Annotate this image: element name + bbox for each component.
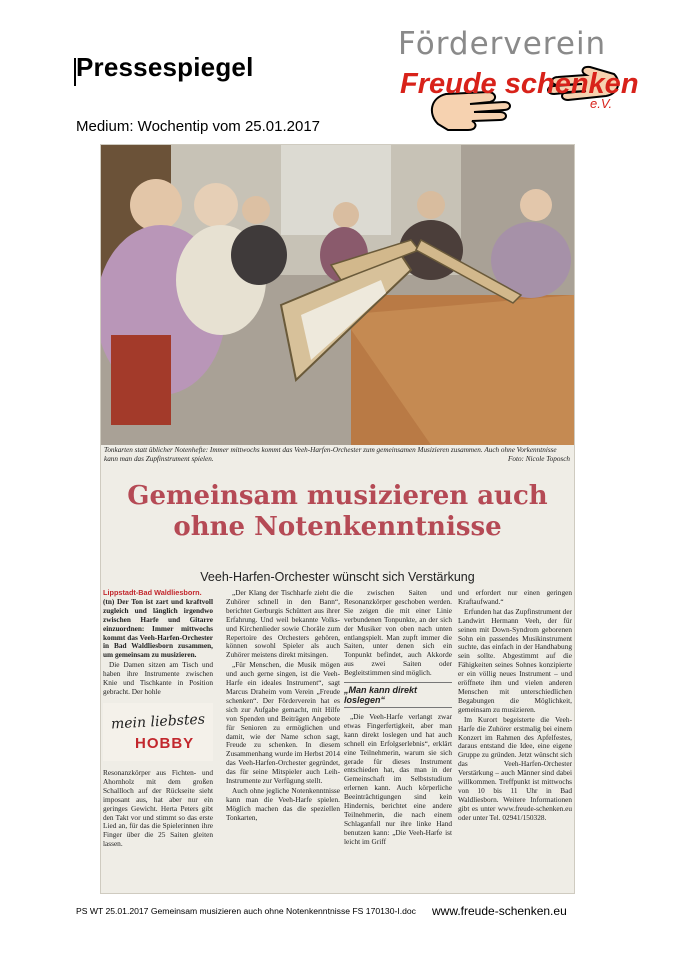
- paragraph: Resonanzkörper aus Fichten- und Ahornholz mit dem großen Schallloch auf der Rückseite sieht imposant aus, hat aber nur ein geringes Gewicht. Herta Peters gibt den Takt vor und stimmt so das erste Lied an, für das die Spielerinnen ihre Finger über die 25 Saiten gleiten lassen.: [103, 768, 213, 849]
- paragraph: und erfordert nur einen geringen Kraftaufwand.“: [458, 588, 572, 606]
- dateline: Lippstadt-Bad Waldliesborn.: [103, 588, 202, 597]
- logo-foerderverein: Förderverein: [398, 26, 607, 62]
- article-column-3-continued: [344, 713, 452, 848]
- paragraph: Die Damen sitzen am Tisch und haben ihre Instrumente zwischen Knie und Tischkante in Position gebracht. Der hohle: [103, 660, 213, 696]
- article-column-1: [103, 589, 213, 698]
- headline: [101, 481, 574, 543]
- hobby-badge-word: HOBBY: [135, 735, 195, 752]
- paragraph: Im Kurort begeisterte die Veeh-Harfe die Zuhörer erstmalig bei einem Konzert im Rahmen des Apfelfestes, daraus entstand die Idee, eine eigene Gruppe zu gründen. Jetzt wünscht sich das Veeh-Harfen-Orchester Verstärkung – auch Männer sind dabei willkommen. Treffpunkt ist mittwochs von 10 bis 11 Uhr in Bad Waldliesborn. Weitere Informationen gibt es unter www.freude-schenken.eu oder unter Tel. 02941/150328.: [458, 714, 572, 822]
- article-column-2: [226, 589, 340, 824]
- article-column-1-continued: [103, 769, 213, 850]
- footer-url: www.freude-schenken.eu: [432, 904, 567, 918]
- article-column-4: [458, 589, 572, 824]
- paragraph: „Die Veeh-Harfe verlangt zwar etwas Fingerfertigkeit, aber man kann direkt loslegen und hat auch schnell ein Erfolgserlebnis“, erklärt eine Teilnehmerin, warum sie sich gerade für dieses Instrument entschieden hat, das man in der Gemeinschaft im Selbststudium erlernen kann. Auch körperliche Beeinträchtigungen sind kein Hindernis, berichtet eine andere Teilnehmerin, die nach einem Schlaganfall nur ihre linke Hand benutzen kann: „Die Veeh-Harfe ist leicht im Griff: [344, 712, 452, 846]
- paragraph: „Der Klang der Tischharfe zieht die Zuhörer schnell in den Bann“, berichtet Gerburgis Schüttert aus ihrer Erfahrung. Und weil bekannte Volks- und Kirchenlieder sowie Choräle zum Repertoire des Orchesters gehören, können sowohl Spieler als auch Zuhörer meistens direkt mitsingen.: [226, 588, 340, 660]
- headline-line-1: Gemeinsam musizieren auch: [127, 481, 548, 511]
- logo-freude-schenken: Freude schenken: [400, 68, 639, 100]
- newspaper-clipping: [100, 144, 575, 894]
- paragraph: die zwischen Saiten und Resonanzkörper geschoben werden. Sie zeigen die mit einer Linie verbundenen Tonpunkte, an der sich der Musiker von oben nach unten entlangspielt. Man zupft immer die Saiten, unter denen sich ein Tonpunkt befindet, auch Akkorde aus zwei Saiten oder Begleitstimmen sind möglich.: [344, 588, 452, 678]
- footer-filename: PS WT 25.01.2017 Gemeinsam musizieren auch ohne Notenkenntnisse FS 170130-I.doc: [76, 906, 416, 916]
- photo-caption: Tonkarten statt üblicher Notenhefte: Immer mittwochs kommt das Veeh-Harfen-Orchester zum gemeinsamen Musizieren zusammen. Auch ohne Vorkenntnisse kann man das Zupfinstrument spielen.: [104, 446, 557, 463]
- medium-line: Medium: Wochentip vom 25.01.2017: [76, 118, 321, 135]
- lead-paragraph: (tn) Der Ton ist zart und kraftvoll zugleich und länglich irgendwo zwischen Harfe und Gitarre einzuordnen: Immer mittwochs kommt das Veeh-Harfen-Orchester in Bad Waldliesborn zusammen, um gemeinsam zu musizieren.: [103, 596, 213, 660]
- intertitle: „Man kann direkt loslegen“: [344, 682, 452, 708]
- hobby-badge-script: mein liebstes: [110, 711, 206, 733]
- paragraph: Erfunden hat das Zupfinstrument der Landwirt Hermann Veeh, der für seinen mit Down-Syndrom geborenen Sohn ein passendes Musikinstrument suchte, das einfach in der Handhabung sein sollte. Abgestimmt auf die Fähigkeiten seines Sohnes konzipierte er ein völlig neues Instrument – und eröffnete ihm und vielen anderen Menschen mit unterschiedlichen Begabungen die Möglichkeit, gemeinsam zu musizieren.: [458, 606, 572, 714]
- article-column-3: [344, 589, 452, 679]
- photo-credit: Foto: Nicole Toposch: [507, 455, 570, 463]
- page-title: Pressespiegel: [76, 52, 254, 82]
- orchestra-photo: [101, 145, 574, 445]
- headline-line-2: ohne Notenkenntnisse: [173, 512, 502, 542]
- paragraph: „Für Menschen, die Musik mögen und auch gerne singen, ist die Veeh-Harfe ein ideales Instrument“, sagt Marcus Draheim vom Verein „Freude schenken“. Der Förderverein hat es sich zur Aufgabe gemacht, mit Hilfe von Spenden und Beiträgen Angebote für Senioren zu ermöglichen und damit, wie der Name schon sagt, Freude zu schenken. In diesem Zusammenhang wurde im Herbst 2014 das Veeh-Harfen-Orchester gegründet, das für seine Mitspieler auch Leih-Instrumente zur Verfügung stellt.: [226, 660, 340, 786]
- paragraph: Auch ohne jegliche Notenkenntnisse kann man die Veeh-Harfe spielen. Möglich machen das die speziellen Tonkarten,: [226, 785, 340, 822]
- logo-ev: e.V.: [590, 96, 613, 111]
- subheadline: Veeh-Harfen-Orchester wünscht sich Verstärkung: [200, 570, 475, 584]
